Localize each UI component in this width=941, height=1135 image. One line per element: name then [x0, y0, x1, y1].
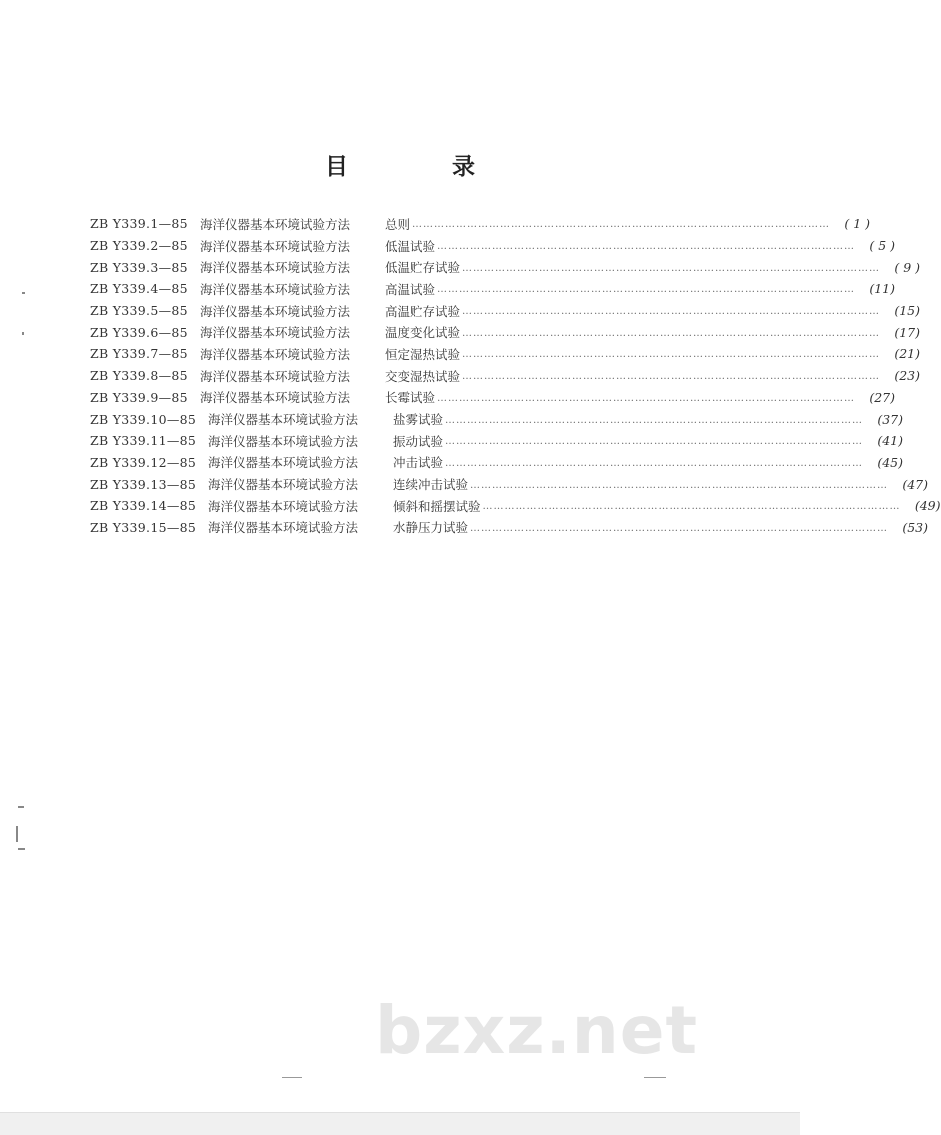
entry-topic: 盐雾试验: [393, 412, 444, 428]
series-title: 海洋仪器基本环境试验方法: [200, 390, 351, 406]
entry-topic: 水静压力试验: [393, 520, 469, 536]
entry-topic: 低温试验: [385, 238, 436, 254]
dot-leader: ……………………………………………………………………………………………………: [445, 457, 864, 469]
standard-code: ZB Y339.10—85: [90, 411, 197, 427]
scan-mark: [282, 1077, 302, 1078]
page-number: (23): [894, 368, 921, 384]
page-number: (41): [877, 433, 904, 449]
dot-leader: ……………………………………………………………………………………………………: [445, 436, 864, 448]
entry-topic: 温度变化试验: [385, 325, 461, 341]
series-title: 海洋仪器基本环境试验方法: [208, 433, 359, 449]
toc-entry[interactable]: [90, 473, 929, 495]
toc-entry[interactable]: [90, 387, 896, 409]
page-number: ( 1 ): [844, 216, 871, 232]
table-of-contents: [90, 213, 941, 538]
toc-entry[interactable]: [90, 430, 904, 452]
standard-code: ZB Y339.3—85: [90, 259, 188, 275]
series-title: 海洋仪器基本环境试验方法: [208, 455, 359, 471]
standard-code: ZB Y339.12—85: [90, 454, 197, 470]
page-number: (37): [877, 411, 904, 427]
toc-entry[interactable]: [90, 256, 921, 278]
standard-code: ZB Y339.1—85: [90, 216, 188, 232]
series-title: 海洋仪器基本环境试验方法: [200, 216, 351, 232]
series-title: 海洋仪器基本环境试验方法: [200, 325, 351, 341]
toc-entry[interactable]: [90, 343, 921, 365]
toc-entry[interactable]: [90, 235, 896, 257]
toc-entry[interactable]: [90, 321, 921, 343]
dot-leader: ……………………………………………………………………………………………………: [445, 414, 864, 426]
scan-mark: [644, 1077, 666, 1078]
page-number: (27): [869, 389, 896, 405]
page-number: (45): [877, 454, 904, 470]
dot-leader: ……………………………………………………………………………………………………: [437, 241, 856, 253]
toc-entry[interactable]: [90, 300, 921, 322]
entry-topic: 连续冲击试验: [393, 477, 469, 493]
toc-entry[interactable]: [90, 495, 941, 517]
series-title: 海洋仪器基本环境试验方法: [208, 477, 359, 493]
toc-entry[interactable]: [90, 365, 921, 387]
standard-code: ZB Y339.8—85: [90, 368, 188, 384]
dot-leader: ……………………………………………………………………………………………………: [462, 262, 881, 274]
entry-topic: 总则: [385, 216, 411, 232]
dot-leader: ……………………………………………………………………………………………………: [462, 371, 881, 383]
dot-leader: ……………………………………………………………………………………………………: [462, 306, 881, 318]
series-title: 海洋仪器基本环境试验方法: [208, 412, 359, 428]
page-number: (47): [902, 476, 929, 492]
dot-leader: ……………………………………………………………………………………………………: [470, 479, 889, 491]
page-title: 目 录: [324, 153, 523, 180]
toc-entry[interactable]: [90, 517, 929, 539]
series-title: 海洋仪器基本环境试验方法: [200, 238, 351, 254]
page-number: ( 5 ): [869, 238, 896, 254]
toc-entry[interactable]: [90, 213, 871, 235]
series-title: 海洋仪器基本环境试验方法: [200, 368, 351, 384]
scan-mark: [18, 806, 24, 808]
scan-mark: [22, 332, 24, 335]
dot-leader: ……………………………………………………………………………………………………: [470, 522, 889, 534]
entry-topic: 恒定湿热试验: [385, 346, 461, 362]
page-number: (21): [894, 346, 921, 362]
toc-entry[interactable]: [90, 408, 904, 430]
dot-leader: ……………………………………………………………………………………………………: [437, 392, 856, 404]
watermark-text: bzxz.net: [375, 992, 699, 1069]
standard-code: ZB Y339.11—85: [90, 433, 197, 449]
series-title: 海洋仪器基本环境试验方法: [200, 281, 351, 297]
series-title: 海洋仪器基本环境试验方法: [200, 260, 351, 276]
dot-leader: ……………………………………………………………………………………………………: [462, 327, 881, 339]
entry-topic: 低温贮存试验: [385, 260, 461, 276]
toc-entry[interactable]: [90, 452, 904, 474]
page-number: (11): [869, 281, 896, 297]
page-number: (17): [894, 324, 921, 340]
standard-code: ZB Y339.2—85: [90, 238, 188, 254]
series-title: 海洋仪器基本环境试验方法: [208, 498, 359, 514]
entry-topic: 高温贮存试验: [385, 303, 461, 319]
scan-mark: [22, 292, 25, 294]
page-number: ( 9 ): [894, 259, 921, 275]
page-number: (53): [902, 519, 929, 535]
standard-code: ZB Y339.13—85: [90, 476, 197, 492]
series-title: 海洋仪器基本环境试验方法: [208, 520, 359, 536]
standard-code: ZB Y339.4—85: [90, 281, 188, 297]
scan-mark: [16, 826, 18, 842]
standard-code: ZB Y339.14—85: [90, 498, 197, 514]
standard-code: ZB Y339.9—85: [90, 389, 188, 405]
entry-topic: 冲击试验: [393, 455, 444, 471]
entry-topic: 倾斜和摇摆试验: [393, 498, 481, 514]
standard-code: ZB Y339.6—85: [90, 324, 188, 340]
scan-mark: [18, 848, 25, 850]
entry-topic: 长霉试验: [385, 390, 436, 406]
series-title: 海洋仪器基本环境试验方法: [200, 346, 351, 362]
viewer-bottom-bar: [0, 1112, 800, 1135]
dot-leader: ……………………………………………………………………………………………………: [482, 501, 901, 513]
standard-code: ZB Y339.15—85: [90, 519, 197, 535]
dot-leader: ……………………………………………………………………………………………………: [462, 349, 881, 361]
page-number: (15): [894, 303, 921, 319]
page-number: (49): [914, 498, 941, 514]
dot-leader: ……………………………………………………………………………………………………: [412, 219, 831, 231]
toc-entry[interactable]: [90, 278, 896, 300]
dot-leader: ……………………………………………………………………………………………………: [437, 284, 856, 296]
standard-code: ZB Y339.7—85: [90, 346, 188, 362]
entry-topic: 交变湿热试验: [385, 368, 461, 384]
entry-topic: 高温试验: [385, 281, 436, 297]
series-title: 海洋仪器基本环境试验方法: [200, 303, 351, 319]
entry-topic: 振动试验: [393, 433, 444, 449]
standard-code: ZB Y339.5—85: [90, 303, 188, 319]
